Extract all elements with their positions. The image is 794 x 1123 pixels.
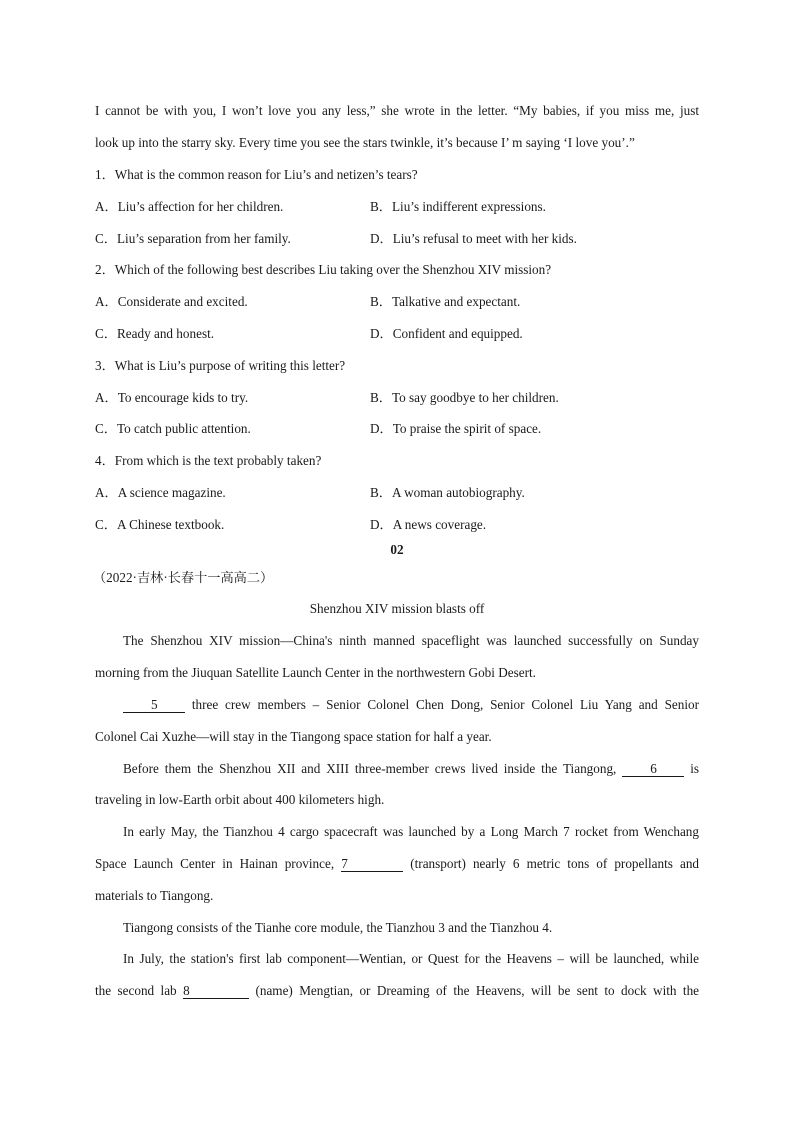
paragraph-3-line-1: Before them the Shenzhou XII and XIII three-member crews lived inside the Tiangong, 6 is	[123, 761, 700, 776]
question-3-option-a: A．To encourage kids to try.	[95, 390, 249, 405]
paragraph-1-line-1: The Shenzhou XIV mission—China's ninth manned spaceflight was launched successfully on Sunday	[123, 633, 699, 648]
question-3-option-b: B．To say goodbye to her children.	[370, 390, 559, 405]
question-3-stem: 3．What is Liu’s purpose of writing this letter?	[95, 358, 346, 373]
paragraph-4-line-1: In early May, the Tianzhou 4 cargo spacecraft was launched by a Long March 7 rocket from Wenchang	[123, 824, 699, 839]
question-1-option-d: D．Liu’s refusal to meet with her kids.	[370, 231, 577, 246]
question-2-option-b: B．Talkative and expectant.	[370, 294, 521, 309]
question-4-option-c: C．A Chinese textbook.	[95, 517, 225, 532]
blank-7[interactable]: 7	[341, 857, 403, 872]
letter-line-2: look up into the starry sky. Every time you see the stars twinkle, it’s because I’ m saying ‘I love you’.”	[95, 135, 635, 150]
question-4-option-a: A．A science magazine.	[95, 485, 226, 500]
question-2-option-a: A．Considerate and excited.	[95, 294, 248, 309]
question-1-option-b: B．Liu’s indifferent expressions.	[370, 199, 546, 214]
paragraph-1-line-2: morning from the Jiuquan Satellite Launch Center in the northwestern Gobi Desert.	[95, 665, 536, 680]
question-3-option-c: C．To catch public attention.	[95, 421, 251, 436]
paragraph-2-line-2: Colonel Cai Xuzhe—will stay in the Tiangong space station for half a year.	[95, 729, 492, 744]
article-title: Shenzhou XIV mission blasts off	[309, 601, 485, 616]
paragraph-5: Tiangong consists of the Tianhe core module, the Tianzhou 3 and the Tianzhou 4.	[123, 920, 553, 935]
paragraph-4-line-3: materials to Tiangong.	[95, 888, 214, 903]
question-2-option-c: C．Ready and honest.	[95, 326, 215, 341]
question-1-option-c: C．Liu’s separation from her family.	[95, 231, 291, 246]
question-4-option-b: B．A woman autobiography.	[370, 485, 525, 500]
paragraph-6-line-2: the second lab 8 (name) Mengtian, or Dreaming of the Heavens, will be sent to dock with the	[95, 983, 700, 998]
blank-6[interactable]: 6	[622, 762, 684, 777]
blank-5[interactable]: 5	[123, 698, 185, 713]
paragraph-6-line-1: In July, the station's first lab component—Wentian, or Quest for the Heavens – will be launched, while	[123, 951, 699, 966]
question-2-stem: 2．Which of the following best describes Liu taking over the Shenzhou XIV mission?	[95, 262, 552, 277]
question-4-option-d: D．A news coverage.	[370, 517, 487, 532]
section-source: （2022·吉林·长春十一高高二）	[93, 570, 274, 585]
blank-8[interactable]: 8	[183, 984, 249, 999]
letter-line-1: I cannot be with you, I won’t love you any less,” she wrote in the letter. “My babies, if you miss me, just	[95, 103, 699, 118]
section-number: 02	[390, 542, 404, 557]
paragraph-4-line-2: Space Launch Center in Hainan province, 7 (transport) nearly 6 metric tons of propellants and	[95, 856, 700, 871]
paragraph-3-line-2: traveling in low-Earth orbit about 400 kilometers high.	[95, 792, 385, 807]
paragraph-2-line-1: 5 three crew members – Senior Colonel Chen Dong, Senior Colonel Liu Yang and Senior	[95, 696, 699, 714]
question-2-option-d: D．Confident and equipped.	[370, 326, 523, 341]
question-1-option-a: A．Liu’s affection for her children.	[95, 199, 284, 214]
question-4-stem: 4．From which is the text probably taken?	[95, 453, 322, 468]
question-1-stem: 1．What is the common reason for Liu’s and netizen’s tears?	[95, 167, 418, 182]
question-3-option-d: D．To praise the spirit of space.	[370, 421, 542, 436]
